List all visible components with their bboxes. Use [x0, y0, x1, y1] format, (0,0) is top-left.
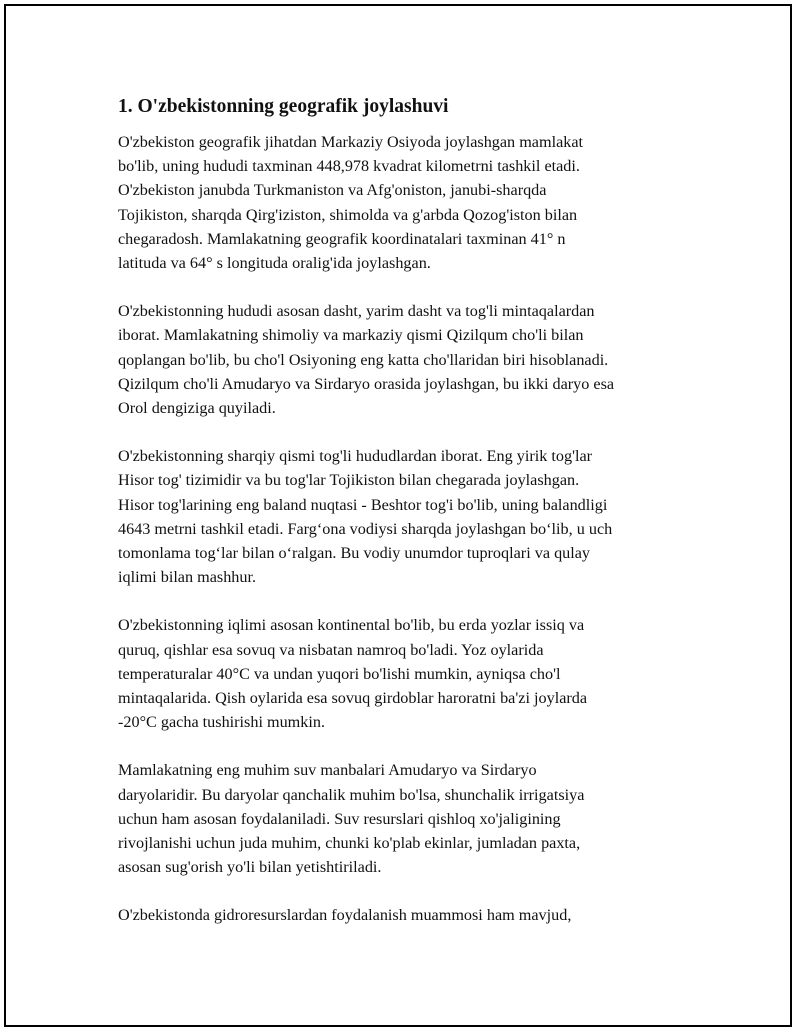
text-line: latituda va 64° s longituda oralig'ida joylashgan.: [118, 254, 431, 273]
paragraph-location: [118, 130, 698, 275]
text-line: O'zbekistonning hududi asosan dasht, yarim dasht va tog'li mintaqalardan: [118, 302, 595, 321]
text-line: O'zbekiston geografik jihatdan Markaziy Osiyoda joylashgan mamlakat: [118, 133, 584, 151]
text-line: Hisor tog'larining eng baland nuqtasi - Beshtor tog'i bo'lib, uning balandligi: [118, 495, 608, 514]
text-line: O'zbekistonning iqlimi asosan kontinental bo'lib, bu erda yozlar issiq va: [118, 616, 585, 635]
paragraph-mountains: [118, 444, 698, 589]
text-line: O'zbekiston janubda Turkmaniston va Afg'oniston, janubi-sharqda: [118, 181, 547, 200]
paragraph-water: [118, 758, 698, 879]
text-line: 4643 metrni tashkil etadi. Farg‘ona vodiysi sharqda joylashgan bo‘lib, u uch: [118, 519, 613, 538]
text-line: rivojlanishi uchun juda muhim, chunki ko'plab ekinlar, jumladan paxta,: [118, 834, 581, 853]
text-line: uchun ham asosan foydalaniladi. Suv resurslari qishloq xo'jaligining: [118, 809, 561, 828]
text-line: mintaqalarida. Qish oylarida esa sovuq girdoblar haroratni ba'zi joylarda: [118, 689, 588, 708]
text-line: chegaradosh. Mamlakatning geografik koordinatalari taxminan 41° n: [118, 229, 566, 248]
text-line: Mamlakatning eng muhim suv manbalari Amudaryo va Sirdaryo: [118, 761, 537, 780]
text-line: O'zbekistonda gidroresurslardan foydalanish muammosi ham mavjud,: [118, 906, 572, 925]
document-body: [118, 90, 698, 952]
paragraph-climate: [118, 613, 698, 734]
text-line: Orol dengiziga quyiladi.: [118, 399, 276, 418]
text-line: temperaturalar 40°C va undan yuqori bo'lishi mumkin, ayniqsa cho'l: [118, 664, 561, 683]
text-line: Tojikiston, sharqda Qirg'iziston, shimolda va g'arbda Qozog'iston bilan: [118, 205, 578, 224]
text-line: bo'lib, uning hududi taxminan 448,978 kvadrat kilometrni tashkil etadi.: [118, 157, 580, 176]
text-line: tomonlama tog‘lar bilan o‘ralgan. Bu vodiy unumdor tuproqlari va qulay: [118, 544, 591, 563]
text-line: -20°C gacha tushirishi mumkin.: [118, 713, 325, 732]
text-line: Qizilqum cho'li Amudaryo va Sirdaryo orasida joylashgan, bu ikki daryo esa: [118, 374, 615, 393]
text-line: asosan sug'orish yo'li bilan yetishtiriladi.: [118, 858, 382, 877]
text-line: iborat. Mamlakatning shimoliy va markaziy qismi Qizilqum cho'li bilan: [118, 326, 584, 345]
text-line: Hisor tog' tizimidir va bu tog'lar Tojikiston bilan chegarada joylashgan.: [118, 471, 580, 490]
text-line: iqlimi bilan mashhur.: [118, 568, 257, 587]
paragraph-terrain: [118, 299, 698, 420]
paragraph-hydro: [118, 903, 698, 927]
text-line: quruq, qishlar esa sovuq va nisbatan namroq bo'ladi. Yoz oylarida: [118, 640, 544, 659]
text-line: daryolaridir. Bu daryolar qanchalik muhim bo'lsa, shunchalik irrigatsiya: [118, 785, 585, 804]
section-title: 1. O'zbekistonning geografik joylashuvi: [118, 96, 449, 117]
text-line: qoplangan bo'lib, bu cho'l Osiyoning eng katta cho'llaridan biri hisoblanadi.: [118, 350, 609, 369]
text-line: O'zbekistonning sharqiy qismi tog'li hududlardan iborat. Eng yirik tog'lar: [118, 447, 593, 466]
